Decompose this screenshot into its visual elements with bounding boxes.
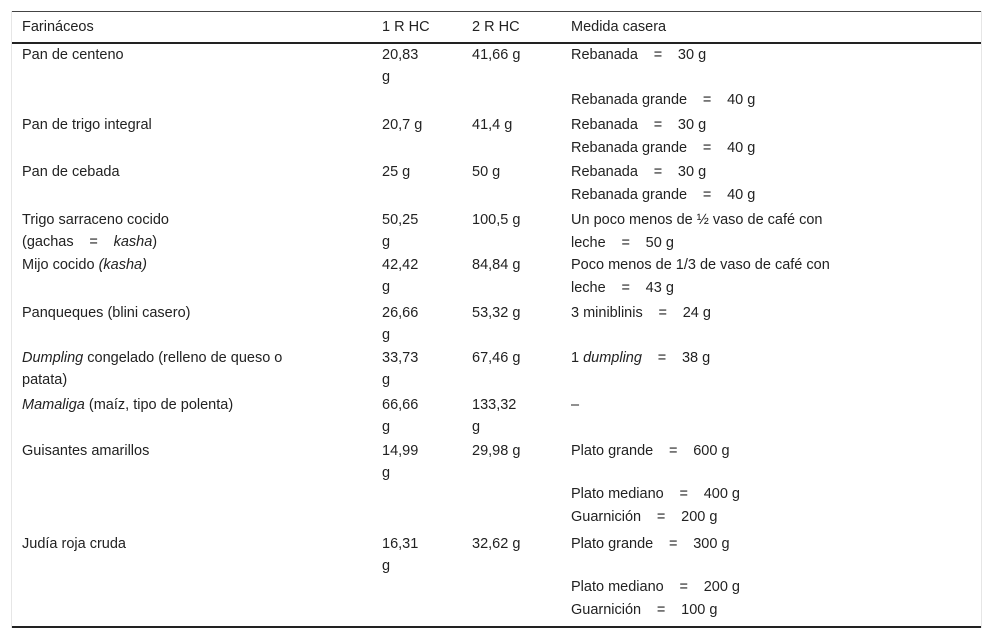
medida-text: Rebanada grande xyxy=(571,92,688,108)
food-text: Mijo cocido xyxy=(22,257,99,273)
food-line xyxy=(22,114,152,136)
medida-line xyxy=(571,44,706,66)
equals-sign: = xyxy=(679,579,688,595)
food-line xyxy=(22,369,67,391)
medida-text: 43 g xyxy=(645,280,674,296)
medida-line xyxy=(571,232,674,254)
medida-text: leche xyxy=(571,280,606,296)
food-text: (gachas xyxy=(22,234,74,250)
medida-text: Plato grande xyxy=(571,536,654,552)
medida-text: 24 g xyxy=(682,305,711,321)
equals-sign: = xyxy=(621,235,630,251)
hc1-value: g xyxy=(382,419,391,435)
food-text: Trigo sarraceno cocido xyxy=(22,212,169,228)
equals-sign: = xyxy=(679,486,688,502)
food-text: (maíz, tipo de polenta) xyxy=(84,397,234,413)
food-text: Guisantes amarillos xyxy=(22,443,150,459)
medida-line xyxy=(571,277,674,299)
medida-text: dumpling xyxy=(583,350,642,366)
medida-text: 40 g xyxy=(727,140,756,156)
medida-text: Rebanada xyxy=(571,117,638,133)
food-text: Panqueques (blini casero) xyxy=(22,305,191,321)
medida-line xyxy=(571,599,717,621)
equals-sign: = xyxy=(653,117,663,133)
header-medida-casera: Medida casera xyxy=(571,19,667,35)
hc1-value: 26,66 xyxy=(382,305,419,321)
table-bottom-rule xyxy=(12,626,981,628)
food-text: Pan de centeno xyxy=(22,47,124,63)
header-farinaceos: Farináceos xyxy=(22,19,94,35)
hc2-value: 53,32 g xyxy=(472,305,521,321)
medida-text: 30 g xyxy=(677,117,707,133)
medida-text: Plato mediano xyxy=(571,486,664,502)
medida-text: 40 g xyxy=(727,92,756,108)
hc1-value: 50,25 xyxy=(382,212,419,228)
equals-sign: = xyxy=(702,92,712,108)
hc1-value: 33,73 xyxy=(382,350,419,366)
medida-text: 30 g xyxy=(677,47,707,63)
medida-text: leche xyxy=(571,235,606,251)
hc1-value: 14,99 xyxy=(382,443,419,459)
food-line xyxy=(22,254,147,276)
medida-text: Rebanada xyxy=(571,164,638,180)
medida-text: – xyxy=(571,397,580,413)
medida-line xyxy=(571,440,730,462)
medida-text: Un poco menos de ½ vaso de café con xyxy=(571,212,823,228)
hc2-value: 41,66 g xyxy=(472,47,521,63)
medida-text: 50 g xyxy=(645,235,674,251)
hc1-value: 42,42 xyxy=(382,257,419,273)
equals-sign: = xyxy=(653,164,663,180)
hc1-value: g xyxy=(382,465,391,481)
food-line xyxy=(22,440,149,462)
food-text: congelado (relleno de queso o xyxy=(83,350,283,366)
hc1-value: g xyxy=(382,69,391,85)
medida-text: Rebanada grande xyxy=(571,140,688,156)
hc1-value: 25 g xyxy=(382,164,411,180)
medida-line xyxy=(571,347,710,369)
food-line xyxy=(22,347,282,369)
medida-line xyxy=(571,506,717,528)
medida-text: Plato grande xyxy=(571,443,654,459)
food-line xyxy=(22,533,126,555)
food-line xyxy=(22,209,169,231)
food-line xyxy=(22,302,190,324)
food-text: Judía roja cruda xyxy=(22,536,126,552)
food-line xyxy=(22,394,233,416)
medida-text: 30 g xyxy=(677,164,707,180)
equals-sign: = xyxy=(89,234,98,250)
hc2-value: 29,98 g xyxy=(472,443,521,459)
medida-line xyxy=(571,394,579,416)
medida-text: Rebanada grande xyxy=(571,187,688,203)
hc1-value: g xyxy=(382,234,391,250)
medida-line xyxy=(571,161,706,183)
equals-sign: = xyxy=(702,140,712,156)
medida-text: Poco menos de 1/3 de vaso de café con xyxy=(571,257,830,273)
medida-line xyxy=(571,89,755,111)
hc2-value: 84,84 g xyxy=(472,257,521,273)
hc2-value: 133,32 xyxy=(472,397,517,413)
medida-text: Guarnición xyxy=(571,602,642,618)
food-text: Dumpling xyxy=(22,350,84,366)
hc1-value: 66,66 xyxy=(382,397,419,413)
medida-line xyxy=(571,209,823,231)
table-top-rule xyxy=(12,11,981,12)
medida-text: 38 g xyxy=(681,350,711,366)
food-text: kasha xyxy=(113,234,153,250)
hc2-value: g xyxy=(472,419,481,435)
hc1-value: g xyxy=(382,279,391,295)
hc1-value: 20,7 g xyxy=(382,117,423,133)
medida-text: 3 miniblinis xyxy=(571,305,643,321)
medida-text: 1 xyxy=(571,350,584,366)
hc2-value: 100,5 g xyxy=(472,212,521,228)
medida-text: 300 g xyxy=(693,536,730,552)
medida-text: 200 g xyxy=(681,509,718,525)
medida-line xyxy=(571,302,711,324)
food-text: patata) xyxy=(22,372,68,388)
nutrition-table xyxy=(11,11,982,628)
medida-line xyxy=(571,114,706,136)
food-text: Mamaliga xyxy=(22,397,85,413)
medida-text: 400 g xyxy=(703,486,740,502)
equals-sign: = xyxy=(621,280,630,296)
medida-text: 200 g xyxy=(703,579,740,595)
food-text: Pan de trigo integral xyxy=(22,117,152,133)
food-text: ) xyxy=(152,234,158,250)
hc1-value: 16,31 xyxy=(382,536,419,552)
header-1rhc: 1 R HC xyxy=(382,19,430,35)
equals-sign: = xyxy=(653,47,663,63)
food-text: (kasha) xyxy=(98,257,147,273)
equals-sign: = xyxy=(656,509,666,525)
medida-line xyxy=(571,184,755,206)
medida-text: 100 g xyxy=(681,602,718,618)
hc1-value: g xyxy=(382,372,391,388)
medida-line xyxy=(571,483,740,505)
equals-sign: = xyxy=(658,305,667,321)
medida-line xyxy=(571,576,740,598)
hc1-value: g xyxy=(382,327,391,343)
medida-text: Guarnición xyxy=(571,509,642,525)
equals-sign: = xyxy=(656,602,666,618)
medida-line xyxy=(571,533,730,555)
medida-line xyxy=(571,254,830,276)
hc2-value: 67,46 g xyxy=(472,350,521,366)
equals-sign: = xyxy=(669,536,678,552)
equals-sign: = xyxy=(657,350,667,366)
header-2rhc: 2 R HC xyxy=(472,19,520,35)
equals-sign: = xyxy=(669,443,678,459)
medida-line xyxy=(571,137,755,159)
hc1-value: 20,83 xyxy=(382,47,419,63)
hc2-value: 41,4 g xyxy=(472,117,513,133)
food-text: Pan de cebada xyxy=(22,164,120,180)
hc2-value: 32,62 g xyxy=(472,536,521,552)
medida-text: Plato mediano xyxy=(571,579,664,595)
hc2-value: 50 g xyxy=(472,164,501,180)
equals-sign: = xyxy=(702,187,712,203)
hc1-value: g xyxy=(382,558,391,574)
medida-text: Rebanada xyxy=(571,47,638,63)
food-line xyxy=(22,161,120,183)
food-line xyxy=(22,231,157,253)
medida-text: 40 g xyxy=(727,187,756,203)
medida-text: 600 g xyxy=(693,443,730,459)
food-line xyxy=(22,44,124,66)
